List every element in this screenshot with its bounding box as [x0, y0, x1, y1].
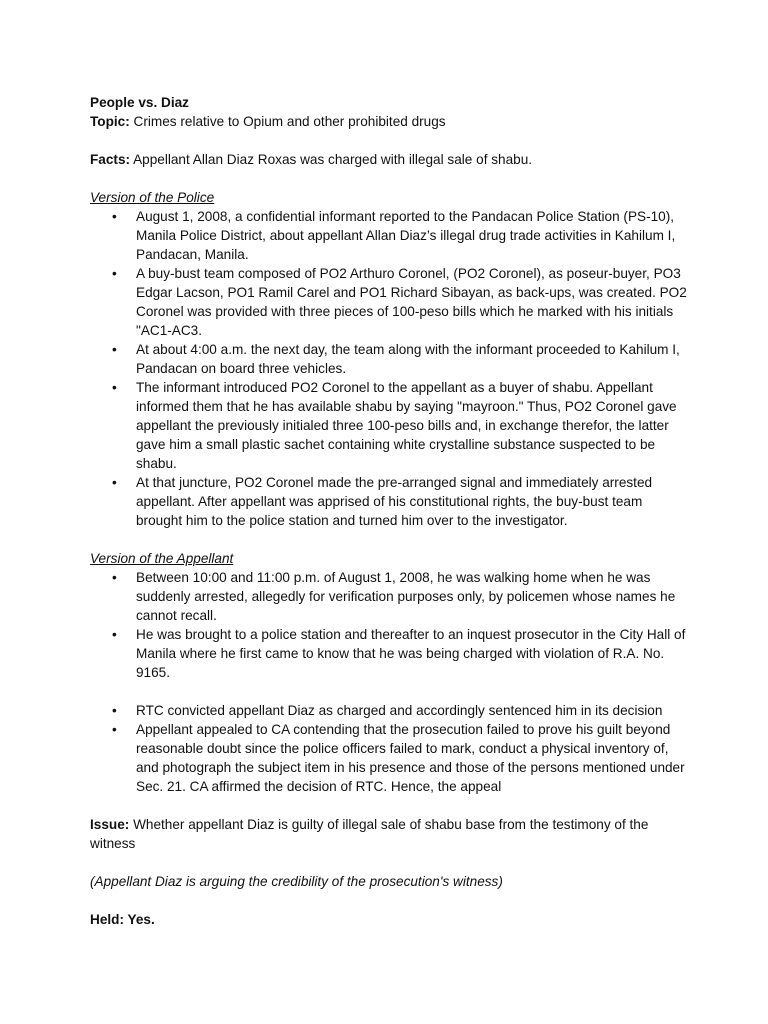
bullet-icon: •	[112, 475, 117, 490]
bullet-icon: •	[112, 703, 117, 718]
facts-line	[90, 150, 690, 169]
appellant-version-list	[90, 568, 690, 682]
spacer	[90, 682, 690, 701]
list-item: • August 1, 2008, a confidential informant reported to the Pandacan Police Station (PS-10), Manila Police District, about appellant Allan Diaz’s illegal drug trade activities in Kahilum I, Pandacan, Manila.	[112, 209, 676, 262]
spacer	[90, 796, 690, 815]
issue-label: Issue:	[90, 817, 130, 832]
issue-text: Whether appellant Diaz is guilty of illegal sale of shabu base from the testimony of the witness	[90, 817, 649, 851]
list-item: • Appellant appealed to CA contending that the prosecution failed to prove his guilt beyond reasonable doubt since the police officers failed to mark, conduct a physical inventory of, and photograph the subject item in his presence and those of the persons mentioned under Sec. 21. CA affirmed the decision of RTC. Hence, the appeal	[112, 722, 685, 794]
document-page	[90, 93, 690, 929]
held-line	[90, 910, 690, 929]
bullet-icon: •	[112, 627, 117, 642]
bullet-icon: •	[112, 266, 117, 281]
list-item: • The informant introduced PO2 Coronel to the appellant as a buyer of shabu. Appellant informed them that he has available shabu by saying "mayroon." Thus, PO2 Coronel gave appellant the previously initialed three 100-peso bills and, in exchange therefor, the latter gave him a small plastic sachet containing white crystalline substance suspected to be shabu.	[112, 380, 677, 471]
list-item: • At that juncture, PO2 Coronel made the pre-arranged signal and immediately arrested appellant. After appellant was apprised of his constitutional rights, the buy-bust team brought him to the police station and turned him over to the investigator.	[112, 475, 653, 528]
bullet-icon: •	[112, 342, 117, 357]
appellant-version-title: Version of the Appellant	[90, 551, 234, 566]
facts-text: Appellant Allan Diaz Roxas was charged with illegal sale of shabu.	[133, 152, 533, 167]
police-version-list	[90, 207, 690, 530]
proceedings-list	[90, 701, 690, 796]
list-item: • A buy-bust team composed of PO2 Arthuro Coronel, (PO2 Coronel), as poseur-buyer, PO3 Edgar Lacson, PO1 Ramil Carel and PO1 Richard Sibayan, as back-ups, was created. PO2 Coronel was provided with three pieces of 100-peso bills which he marked with his initials "AC1-AC3.	[112, 266, 687, 338]
list-item: • Between 10:00 and 11:00 p.m. of August 1, 2008, he was walking home when he was suddenly arrested, allegedly for verification purposes only, by policemen whose names he cannot recall.	[112, 570, 676, 623]
bullet-icon: •	[112, 380, 117, 395]
spacer	[90, 131, 690, 150]
topic-text: Crimes relative to Opium and other prohibited drugs	[133, 114, 446, 129]
issue-line	[90, 815, 690, 853]
list-item: • RTC convicted appellant Diaz as charged and accordingly sentenced him in its decision	[112, 703, 663, 718]
spacer	[90, 169, 690, 188]
spacer	[90, 853, 690, 872]
bullet-icon: •	[112, 722, 117, 737]
spacer	[90, 530, 690, 549]
case-title: People vs. Diaz	[90, 95, 189, 110]
spacer	[90, 891, 690, 910]
bullet-icon: •	[112, 209, 117, 224]
topic-line	[90, 112, 690, 131]
bullet-icon: •	[112, 570, 117, 585]
held-text: Yes.	[127, 912, 155, 927]
police-version-title: Version of the Police	[90, 190, 215, 205]
list-item: • He was brought to a police station and thereafter to an inquest prosecutor in the City Hall of Manila where he first came to know that he was being charged with violation of R.A. No. 9165.	[112, 627, 686, 680]
topic-label: Topic:	[90, 114, 130, 129]
facts-label: Facts:	[90, 152, 131, 167]
held-label: Held:	[90, 912, 124, 927]
list-item: • At about 4:00 a.m. the next day, the team along with the informant proceeded to Kahilum I, Pandacan on board three vehicles.	[112, 342, 680, 376]
credibility-note: (Appellant Diaz is arguing the credibility of the prosecution's witness)	[90, 874, 503, 889]
